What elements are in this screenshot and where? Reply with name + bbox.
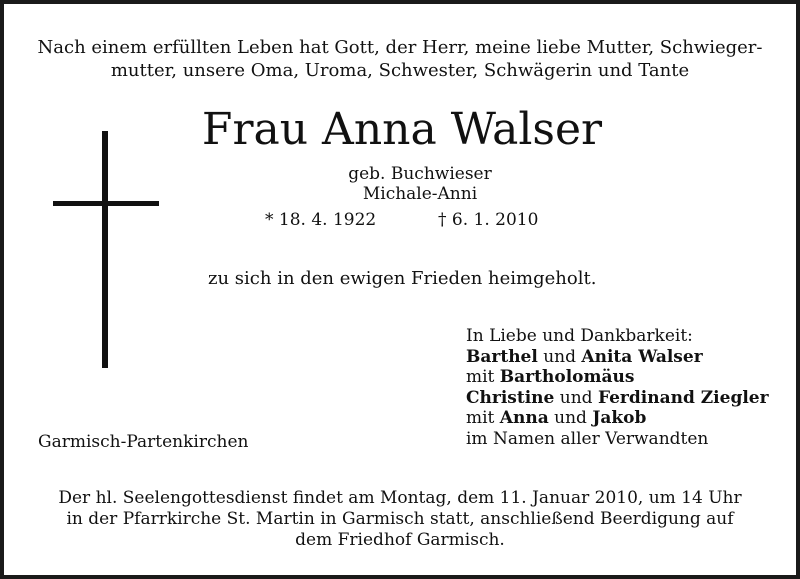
joiner-text: und (554, 387, 598, 408)
service-line: in der Pfarrkirche St. Martin in Garmisch statt, anschließend Beerdigung auf (66, 509, 734, 529)
mourners-lead: In Liebe und Dankbarkeit: (466, 326, 693, 346)
birth-date: * 18. 4. 1922 (265, 210, 377, 230)
mourners-closing: im Namen aller Verwandten (466, 428, 709, 449)
service-notice (4, 488, 796, 551)
service-line: Der hl. Seelengottesdienst findet am Montag, dem 11. Januar 2010, um 14 Uhr (58, 488, 742, 508)
birth-name: geb. Buchwieser (348, 164, 492, 184)
place-name: Garmisch-Partenkirchen (38, 432, 249, 452)
mourner-name: Bartholomäus (499, 367, 635, 387)
joiner-text: und (548, 408, 593, 428)
mourner-name: Anna (499, 408, 549, 428)
death-date: † 6. 1. 2010 (438, 210, 539, 230)
intro-line: Nach einem erfüllten Leben hat Gott, der Herr, meine liebe Mutter, Schwieger- (37, 37, 763, 58)
intro-line: mutter, unsere Oma, Uroma, Schwester, Schwägerin und Tante (110, 60, 690, 81)
mourner-line (466, 388, 769, 409)
cross-vertical-bar (102, 131, 108, 368)
mourner-name: Barthel (466, 346, 538, 367)
prefix-text: mit (466, 408, 500, 428)
mourner-name: Jakob (592, 408, 647, 428)
mourner-line (466, 408, 769, 429)
service-line: dem Friedhof Garmisch. (295, 530, 505, 550)
mourner-name: Ferdinand Ziegler (597, 387, 769, 408)
joiner-text: und (537, 346, 582, 367)
mourner-line (466, 367, 769, 388)
mourners-block (466, 326, 769, 449)
intro-text (4, 36, 796, 82)
mourner-name: Anita Walser (581, 346, 703, 367)
mourner-line (466, 347, 769, 368)
cross-horizontal-bar (53, 201, 159, 206)
mourner-name: Christine (466, 387, 555, 408)
prefix-text: mit (466, 367, 500, 387)
peace-text: zu sich in den ewigen Frieden heimgeholt. (208, 268, 597, 289)
nickname: Michale-Anni (362, 184, 478, 204)
deceased-name: Frau Anna Walser (201, 104, 603, 155)
